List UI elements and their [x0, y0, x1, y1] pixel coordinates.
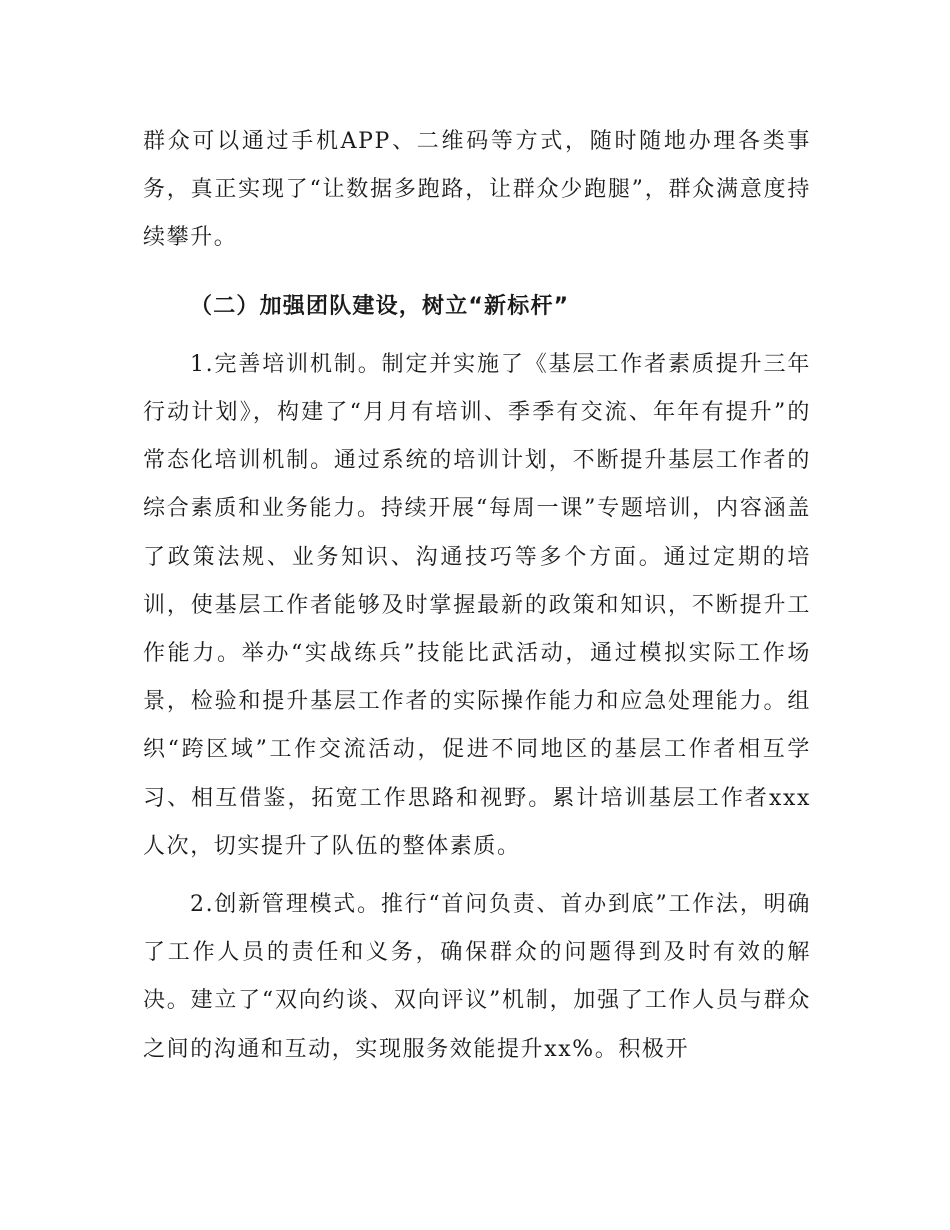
- section-heading: （二）加强团队建设，树立“新标杆”: [190, 293, 570, 319]
- paragraph-training-mechanism: 1.完善培训机制。制定并实施了《基层工作者素质提升三年行动计划》，构建了“月月有培训、季季有交流、年年有提升”的常态化培训机制。通过系统的培训计划，不断提升基层工作者的综合素质和业务能力。持续开展“每周一课”专题培训，内容涵盖了政策法规、业务知识、沟通技巧等多个方面。通过定期的培训，使基层工作者能够及时掌握最新的政策和知识，不断提升工作能力。举办“实战练兵”技能比武活动，通过模拟实际工作场景，检验和提升基层工作者的实际操作能力和应急处理能力。组织“跨区域”工作交流活动，促进不同地区的基层工作者相互学习、相互借鉴，拓宽工作思路和视野。累计培训基层工作者xxx人次，切实提升了队伍的整体素质。: [143, 351, 811, 859]
- document-body: [143, 118, 811, 1074]
- paragraph-spacer: [143, 263, 811, 273]
- paragraph-continuation: 群众可以通过手机APP、二维码等方式，随时随地办理各类事务，真正实现了“让数据多跑路，让群众少跑腿”，群众满意度持续攀升。: [143, 129, 811, 251]
- paragraph-management-mode: 2.创新管理模式。推行“首问负责、首办到底”工作法，明确了工作人员的责任和义务，确保群众的问题得到及时有效的解决。建立了“双向约谈、双向评议”机制，加强了工作人员与群众之间的沟通和互动，实现服务效能提升xx%。积极开: [143, 892, 811, 1062]
- paragraph-spacer: [143, 871, 811, 881]
